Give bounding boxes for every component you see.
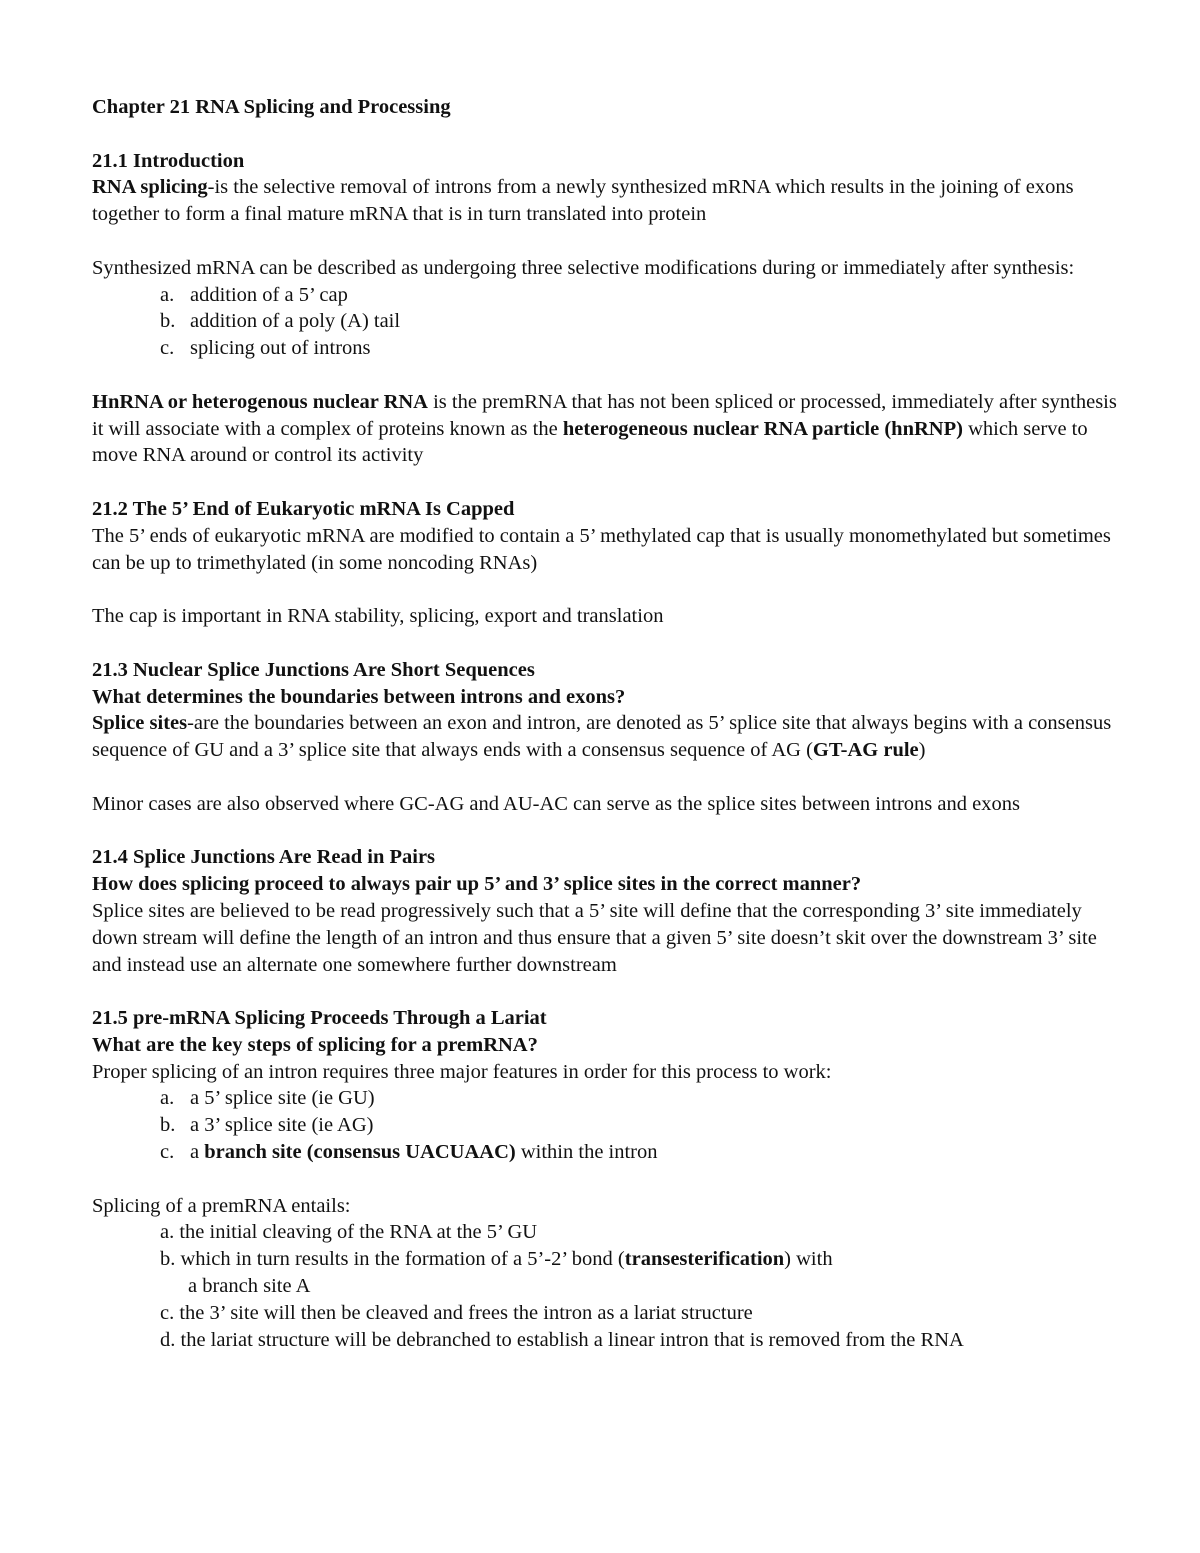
rna-splicing-term: RNA splicing (92, 176, 208, 199)
list-marker: a. (160, 1087, 175, 1110)
section-21-3-question: What determines the boundaries between introns and exons? (92, 685, 626, 708)
splice-pairs-paragraph: Splice sites are believed to be read progressively such that a 5’ site will define that the corresponding 3’ site immediately down stream will define the length of an intron and thus ensure that a given 5’ site doesn’t skit over the downstream 3’ site and instead use an alternate one somewhere further downstream (92, 899, 1097, 976)
list-marker: c. (160, 1141, 175, 1164)
hnrna-text-2: which serve to move RNA around or control its activity (92, 417, 1088, 467)
step-a: a. the initial cleaving of the RNA at the 5’ GU (160, 1221, 538, 1244)
section-21-4-heading: 21.4 Splice Junctions Are Read in Pairs (92, 846, 436, 869)
splice-sites-close: ) (918, 739, 926, 762)
transesterification-term: transesterification (624, 1248, 785, 1271)
feature-c-pre: a (190, 1141, 205, 1164)
list-item (92, 1112, 1122, 1139)
list-item (92, 1139, 1122, 1166)
list-item (92, 282, 1122, 309)
step-d: d. the lariat structure will be debranched to establish a linear intron that is removed from the RNA (160, 1328, 964, 1351)
list-item (92, 308, 1122, 335)
section-21-1-heading: 21.1 Introduction (92, 149, 245, 172)
step-c: c. the 3’ site will then be cleaved and frees the intron as a lariat structure (160, 1301, 753, 1324)
section-21-3-heading: 21.3 Nuclear Splice Junctions Are Short Sequences (92, 658, 535, 681)
list-marker: a. (160, 283, 175, 306)
rna-splicing-text: -is the selective removal of introns from a newly synthesized mRNA which results in the joining of exons together to form a final mature mRNA that is in turn translated into protein (92, 176, 1074, 226)
section-21-5-question: What are the key steps of splicing for a premRNA? (92, 1033, 538, 1056)
splice-sites-term: Splice sites (92, 712, 188, 735)
list-text: addition of a 5’ cap (190, 283, 348, 306)
section-21-5-heading: 21.5 pre-mRNA Splicing Proceeds Through a Lariat (92, 1007, 547, 1030)
modifications-intro: Synthesized mRNA can be described as undergoing three selective modifications during or immediately after synthesis: (92, 256, 1075, 279)
minor-cases-paragraph: Minor cases are also observed where GC-AG and AU-AC can serve as the splice sites between introns and exons (92, 792, 1020, 815)
section-21-2-heading: 21.2 The 5’ End of Eukaryotic mRNA Is Capped (92, 497, 515, 520)
hnrna-text-1: is the premRNA that has not been spliced or processed, immediately after synthesis it will associate with a complex of proteins known as the (92, 390, 1117, 440)
branch-site-term: branch site (consensus UACUAAC) (204, 1141, 516, 1164)
splice-sites-paragraph (92, 710, 1122, 764)
step-b-post: ) with (784, 1248, 833, 1271)
list-item (92, 335, 1122, 362)
list-item (92, 1085, 1122, 1112)
list-text: a 3’ splice site (ie AG) (190, 1114, 374, 1137)
hnrna-paragraph (92, 389, 1122, 469)
gt-ag-rule: GT-AG rule (812, 739, 919, 762)
hnrna-term: HnRNA or heterogenous nuclear RNA (92, 390, 428, 413)
cap-importance-paragraph: The cap is important in RNA stability, splicing, export and translation (92, 605, 664, 628)
list-marker: b. (160, 1114, 176, 1137)
cap-paragraph: The 5’ ends of eukaryotic mRNA are modified to contain a 5’ methylated cap that is usually monomethylated but sometimes can be up to trimethylated (in some noncoding RNAs) (92, 524, 1111, 574)
section-21-4-question: How does splicing proceed to always pair up 5’ and 3’ splice sites in the correct manner? (92, 873, 862, 896)
list-text: splicing out of introns (190, 337, 371, 360)
step-b-pre: b. which in turn results in the formation of a 5’-2’ bond ( (160, 1248, 625, 1271)
step-b (92, 1246, 1122, 1273)
list-marker: b. (160, 310, 176, 333)
feature-c-post: within the intron (515, 1141, 658, 1164)
splice-sites-text: -are the boundaries between an exon and intron, are denoted as 5’ splice site that always begins with a consensus sequence of GU and a 3’ splice site that always ends with a consensus sequence of AG ( (92, 712, 1112, 762)
hnrnp-term: heterogeneous nuclear RNA particle (hnRNP) (562, 417, 963, 440)
chapter-title: Chapter 21 RNA Splicing and Processing (92, 96, 451, 118)
steps-intro: Splicing of a premRNA entails: (92, 1194, 351, 1217)
list-marker: c. (160, 337, 175, 360)
list-text (190, 1139, 1122, 1166)
step-b-continuation: a branch site A (188, 1275, 311, 1298)
list-text: addition of a poly (A) tail (190, 310, 401, 333)
features-intro: Proper splicing of an intron requires three major features in order for this process to work: (92, 1060, 832, 1083)
rna-splicing-definition (92, 174, 1122, 228)
list-text: a 5’ splice site (ie GU) (190, 1087, 375, 1110)
document-body (92, 94, 1122, 1353)
